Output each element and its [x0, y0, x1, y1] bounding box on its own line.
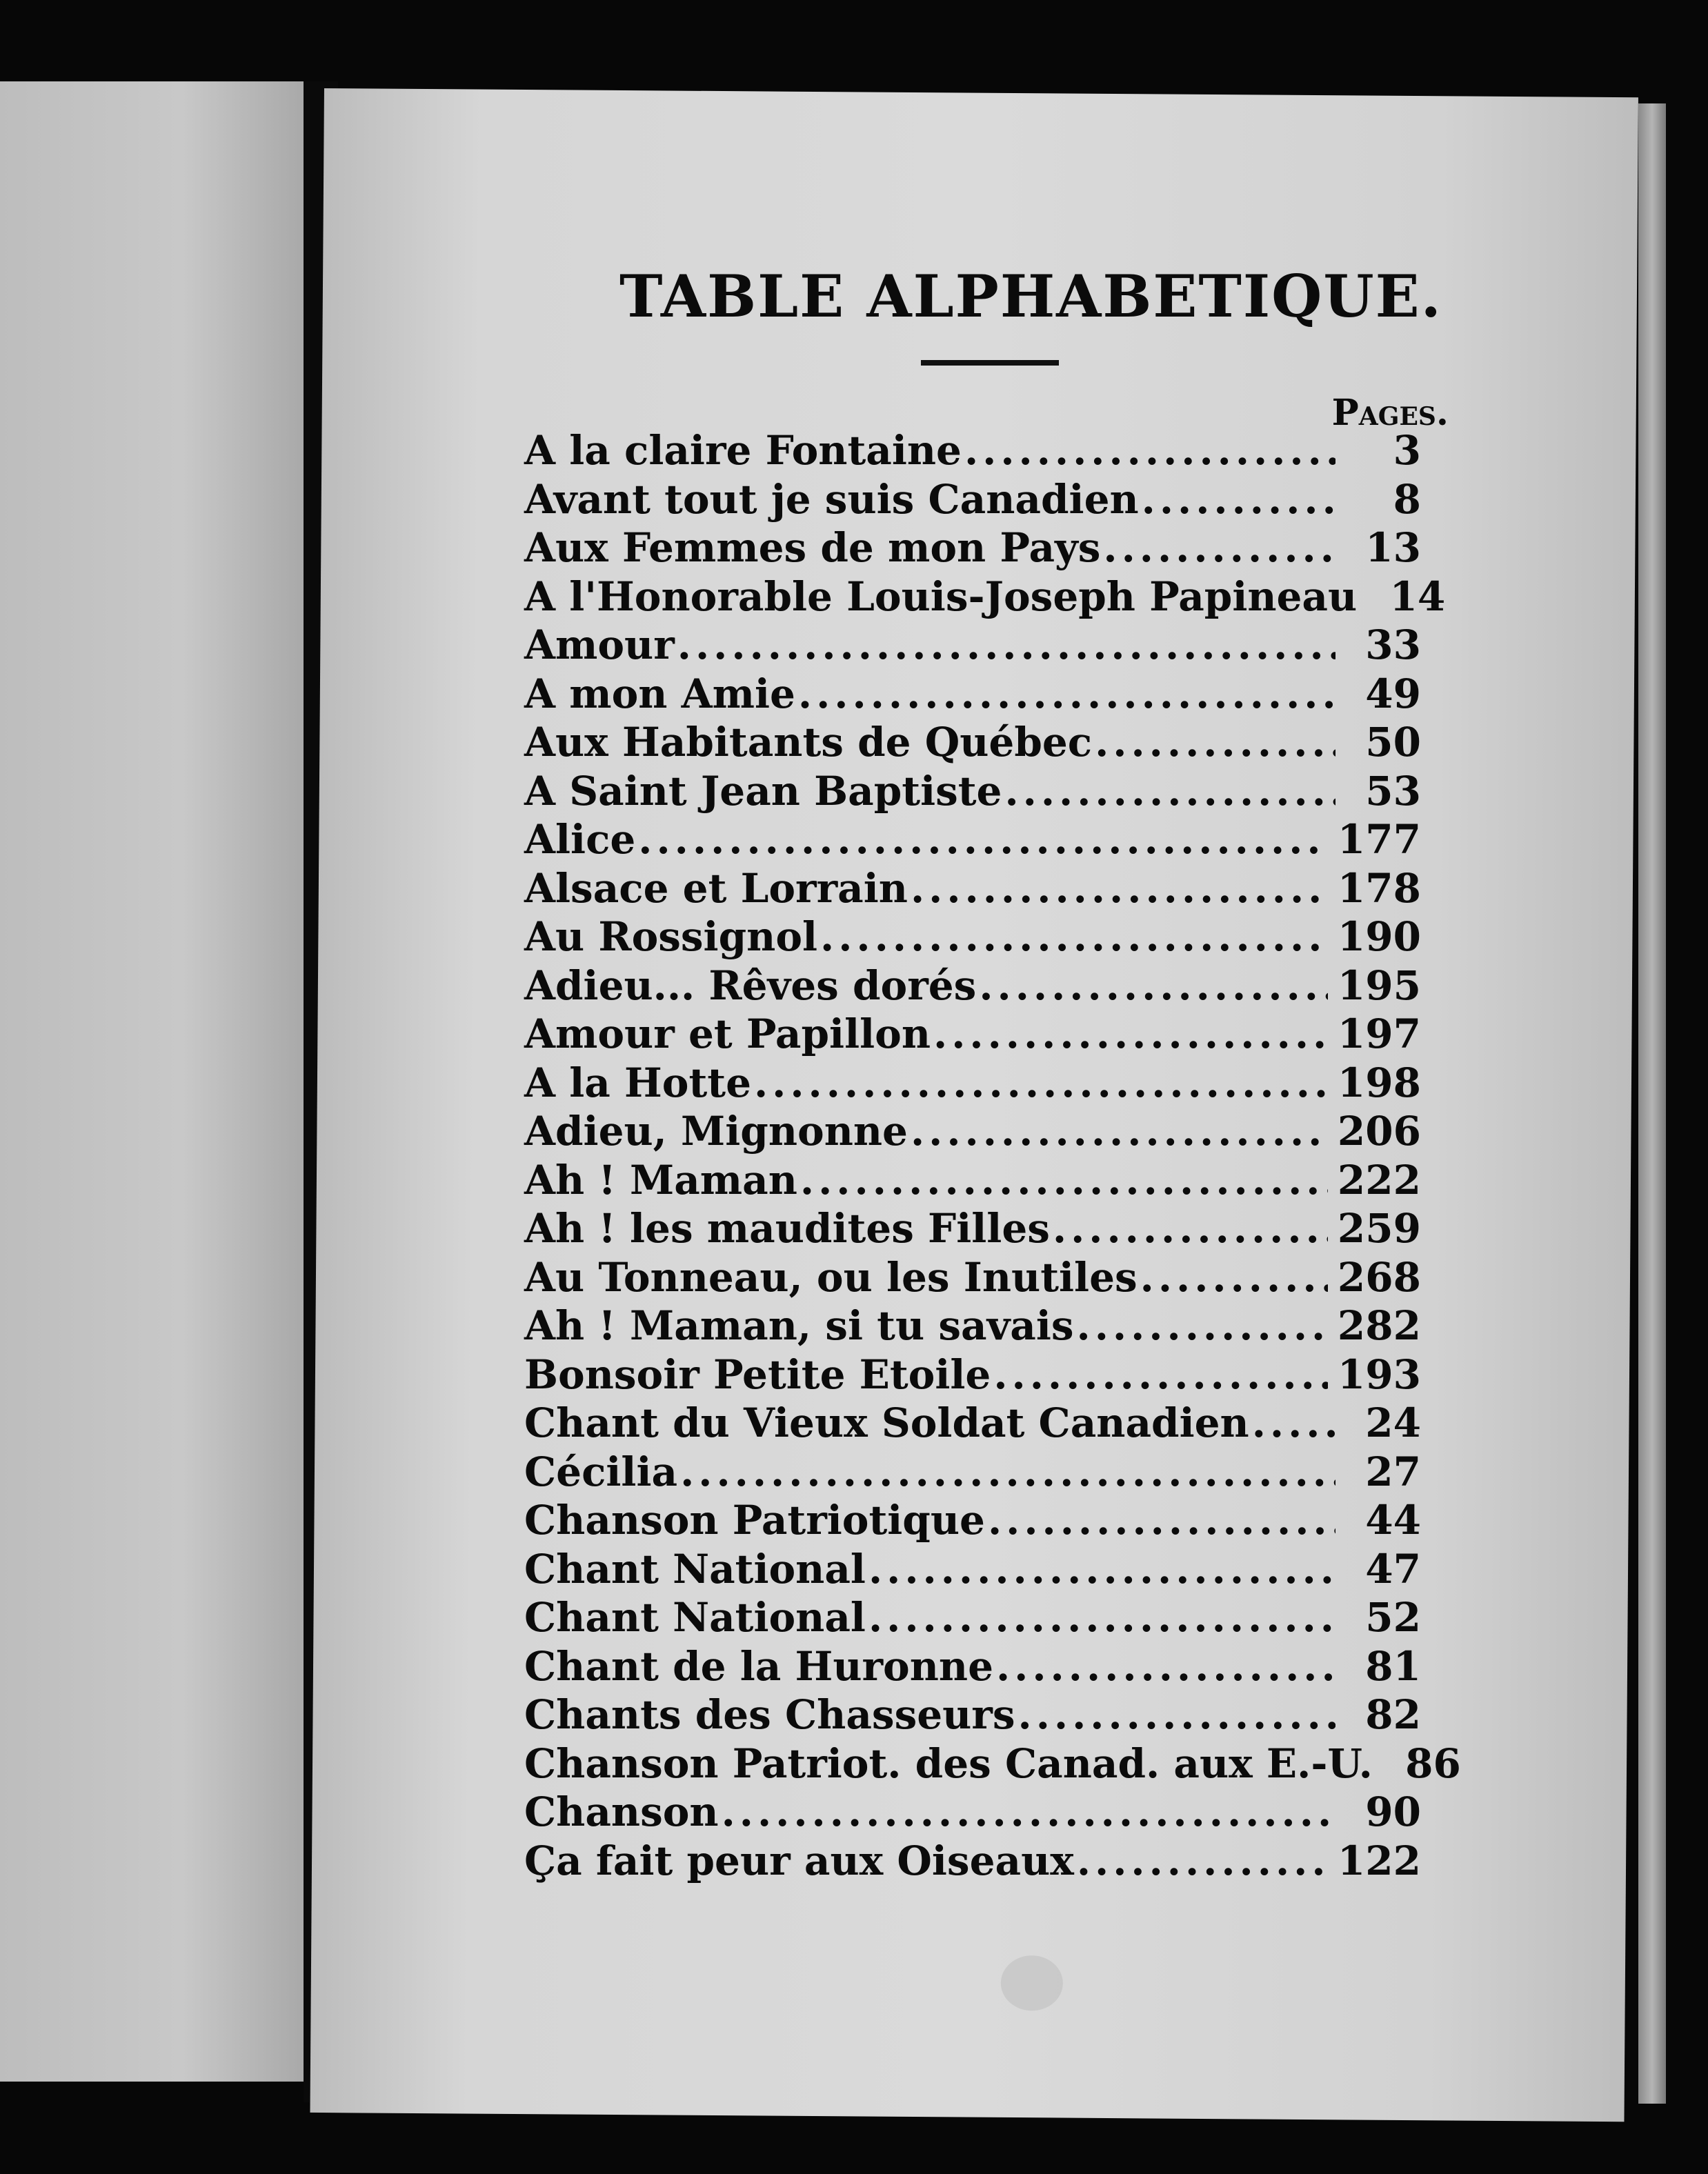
- entry-title: Ah ! Maman: [524, 1156, 797, 1204]
- index-entry: [524, 961, 1421, 1010]
- index-entry: [524, 1059, 1421, 1108]
- index-entry: [524, 1010, 1421, 1059]
- entry-page-number: 49: [1365, 670, 1421, 717]
- entry-page-number: 197: [1337, 1010, 1421, 1057]
- entry-page-number: 222: [1337, 1156, 1421, 1204]
- entry-page-number: 198: [1337, 1059, 1421, 1106]
- entry-title: Bonsoir Petite Etoile: [524, 1350, 991, 1398]
- index-entry: [524, 475, 1421, 524]
- entry-page-number: 268: [1337, 1253, 1421, 1301]
- entry-title: Alice: [524, 816, 636, 863]
- index-entry: [524, 1739, 1461, 1788]
- entry-title: Avant tout je suis Canadien: [524, 475, 1139, 523]
- entry-page-number: 44: [1365, 1497, 1421, 1544]
- entry-title: Chants des Chasseurs: [524, 1691, 1015, 1738]
- paper-stain: [1001, 1955, 1064, 2011]
- entry-page-number: 47: [1365, 1545, 1421, 1593]
- entry-page-number: 24: [1365, 1399, 1421, 1446]
- entry-page-number: 206: [1337, 1108, 1421, 1155]
- entry-page-number: 122: [1337, 1837, 1421, 1884]
- dot-leader: [722, 1788, 1335, 1836]
- dot-leader: [868, 1593, 1335, 1642]
- dot-leader: [988, 1496, 1335, 1544]
- entry-page-number: 27: [1365, 1448, 1421, 1495]
- index-entry: [524, 815, 1421, 864]
- dot-leader: [1077, 1837, 1328, 1885]
- index-entry: [524, 670, 1421, 719]
- entry-title: Alsace et Lorrain: [524, 864, 908, 912]
- index-entry: [524, 1204, 1421, 1253]
- entry-title: Au Tonneau, ou les Inutiles: [524, 1253, 1138, 1301]
- entry-title: A la claire Fontaine: [524, 427, 962, 474]
- index-entry: [524, 1350, 1421, 1399]
- index-entry: [524, 426, 1421, 475]
- index-entry: [524, 1399, 1421, 1448]
- index-entry: [524, 1691, 1421, 1739]
- entry-title: Aux Habitants de Québec: [524, 719, 1093, 766]
- entry-page-number: 53: [1365, 767, 1421, 815]
- dot-leader: [1053, 1204, 1328, 1253]
- entry-title: A l'Honorable Louis-Joseph Papineau: [524, 572, 1358, 620]
- index-entry: [524, 1156, 1421, 1205]
- dot-leader: [1140, 1253, 1328, 1302]
- entry-title: Ah ! les maudites Filles: [524, 1205, 1050, 1252]
- entry-page-number: 13: [1365, 524, 1421, 571]
- dot-leader: [638, 815, 1328, 864]
- dot-leader: [911, 1107, 1328, 1155]
- dot-leader: [996, 1642, 1335, 1691]
- entry-page-number: 86: [1405, 1739, 1461, 1787]
- entry-page-number: 82: [1365, 1691, 1421, 1738]
- index-entry: [524, 1545, 1421, 1594]
- left-page: [0, 81, 304, 2082]
- entry-title: Ah ! Maman, si tu savais: [524, 1302, 1074, 1349]
- dot-leader: [1077, 1302, 1328, 1350]
- entry-page-number: 33: [1365, 621, 1421, 668]
- dot-leader: [1095, 718, 1335, 766]
- title-rule: [921, 360, 1059, 366]
- entry-title: Au Rossignol: [524, 913, 818, 960]
- index-entry: [524, 1107, 1421, 1156]
- entry-page-number: 282: [1337, 1302, 1421, 1349]
- index-entry: [524, 621, 1421, 670]
- page-edge: [1638, 103, 1666, 2104]
- entry-title: Aux Femmes de mon Pays: [524, 524, 1101, 571]
- entry-title: Adieu... Rêves dorés: [524, 961, 977, 1009]
- index-entry: [524, 718, 1421, 767]
- entry-page-number: 3: [1393, 427, 1421, 474]
- dot-leader: [1103, 523, 1335, 572]
- entry-page-number: 90: [1365, 1788, 1421, 1835]
- dot-leader: [993, 1350, 1328, 1399]
- entry-title: Amour et Papillon: [524, 1010, 931, 1057]
- entry-page-number: 178: [1337, 864, 1421, 912]
- entry-page-number: 50: [1365, 719, 1421, 766]
- entry-page-number: 177: [1337, 816, 1421, 863]
- entry-title: Cécilia: [524, 1448, 678, 1495]
- index-entry: [524, 864, 1421, 913]
- index-entry: [524, 572, 1446, 621]
- index-entry: [524, 1448, 1421, 1497]
- index-entry: [524, 1593, 1421, 1642]
- dot-leader: [1142, 475, 1335, 523]
- entry-page-number: 190: [1337, 913, 1421, 960]
- index-entry: [524, 913, 1421, 961]
- entry-page-number: 259: [1337, 1205, 1421, 1252]
- entry-title: Chant de la Huronne: [524, 1642, 993, 1690]
- entry-page-number: 81: [1365, 1642, 1421, 1690]
- entry-title: A la Hotte: [524, 1059, 751, 1106]
- dot-leader: [979, 961, 1328, 1010]
- entry-title: A mon Amie: [524, 670, 795, 717]
- entry-page-number: 8: [1393, 475, 1421, 523]
- dot-leader: [680, 1448, 1335, 1496]
- entry-page-number: 14: [1389, 572, 1446, 620]
- entry-title: A Saint Jean Baptiste: [524, 767, 1002, 815]
- entry-title: Chanson Patriotique: [524, 1497, 985, 1544]
- index-entry: [524, 1496, 1421, 1545]
- dot-leader: [964, 426, 1335, 475]
- index-entry: [524, 1642, 1421, 1691]
- dot-leader: [868, 1545, 1335, 1593]
- index-entry: [524, 523, 1421, 572]
- entry-title: Chant National: [524, 1545, 866, 1593]
- index-entry: [524, 1253, 1421, 1302]
- dot-leader: [1004, 767, 1335, 815]
- index-entry: [524, 1837, 1421, 1886]
- entry-title: Chant National: [524, 1594, 866, 1641]
- dot-leader: [800, 1156, 1328, 1204]
- dot-leader: [933, 1010, 1328, 1058]
- pages-column-heading: Pages.: [1331, 392, 1449, 434]
- entry-title: Adieu, Mignonne: [524, 1108, 908, 1155]
- entry-title: Chant du Vieux Soldat Canadien: [524, 1399, 1249, 1446]
- entry-page-number: 193: [1337, 1350, 1421, 1398]
- entry-title: Chanson Patriot. des Canad. aux E.-U.: [524, 1739, 1373, 1787]
- dot-leader: [798, 670, 1335, 718]
- dot-leader: [677, 621, 1335, 669]
- entry-title: Amour: [524, 621, 675, 668]
- dot-leader: [754, 1059, 1328, 1107]
- index-entry: [524, 1302, 1421, 1350]
- index-entry: [524, 1788, 1421, 1837]
- entry-title: Ça fait peur aux Oiseaux: [524, 1837, 1074, 1884]
- entry-page-number: 52: [1365, 1594, 1421, 1641]
- index-entries: [524, 426, 1461, 1885]
- entry-title: Chanson: [524, 1788, 719, 1835]
- page-title: TABLE ALPHABETIQUE.: [619, 262, 1442, 330]
- dot-leader: [820, 913, 1328, 961]
- dot-leader: [911, 864, 1328, 913]
- dot-leader: [1018, 1691, 1335, 1739]
- entry-page-number: 195: [1337, 961, 1421, 1009]
- index-entry: [524, 767, 1421, 816]
- dot-leader: [1252, 1399, 1335, 1447]
